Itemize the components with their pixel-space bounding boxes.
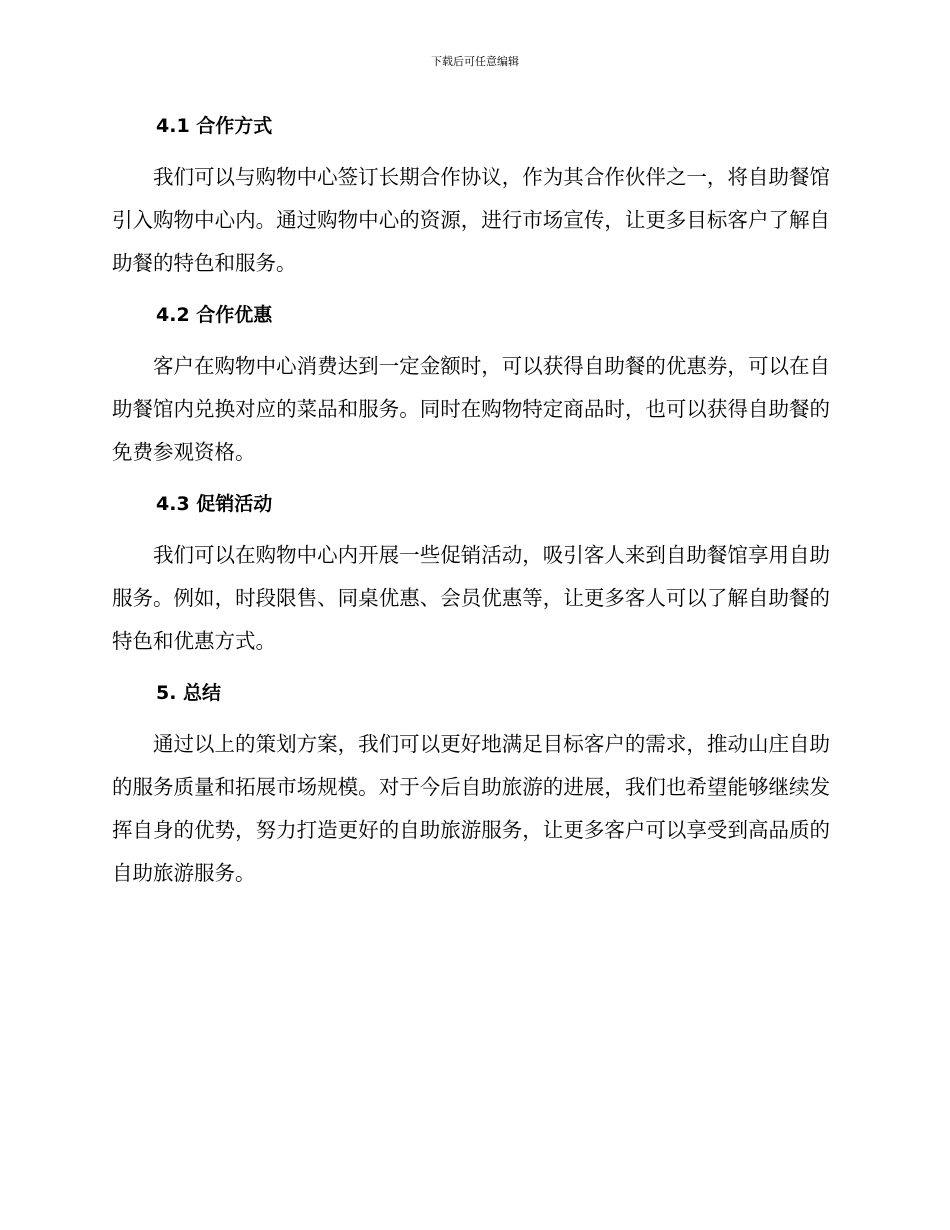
section-paragraph: 通过以上的策划方案，我们可以更好地满足目标客户的需求，推动山庄自助的服务质量和拓展市场规模。对于今后自助旅游的进展，我们也希望能够继续发挥自身的优势，努力打造更好的自助旅游服务，让更多客户可以享受到高品质的自助旅游服务。: [112, 732, 830, 885]
section-heading: 4.2 合作优惠: [156, 304, 273, 326]
section-heading: 5. 总结: [156, 682, 222, 704]
section-paragraph: 我们可以在购物中心内开展一些促销活动，吸引客人来到自助餐馆享用自助服务。例如，时段限售、同桌优惠、会员优惠等，让更多客人可以了解自助餐的特色和优惠方式。: [112, 543, 830, 653]
section-summary: [112, 677, 830, 895]
section-cooperation-method: [112, 110, 830, 285]
header-note: 下载后可任意编辑: [431, 55, 519, 68]
section-heading: 4.1 合作方式: [156, 115, 273, 137]
section-heading: 4.3 促销活动: [156, 493, 273, 515]
section-cooperation-discount: [112, 299, 830, 474]
section-paragraph: 客户在购物中心消费达到一定金额时，可以获得自助餐的优惠券，可以在自助餐馆内兑换对应的菜品和服务。同时在购物特定商品时，也可以获得自助餐的免费参观资格。: [112, 354, 830, 464]
document-body: [112, 110, 830, 909]
section-promotion-activities: [112, 488, 830, 663]
section-paragraph: 我们可以与购物中心签订长期合作协议，作为其合作伙伴之一，将自助餐馆引入购物中心内。通过购物中心的资源，进行市场宣传，让更多目标客户了解自助餐的特色和服务。: [112, 165, 830, 275]
